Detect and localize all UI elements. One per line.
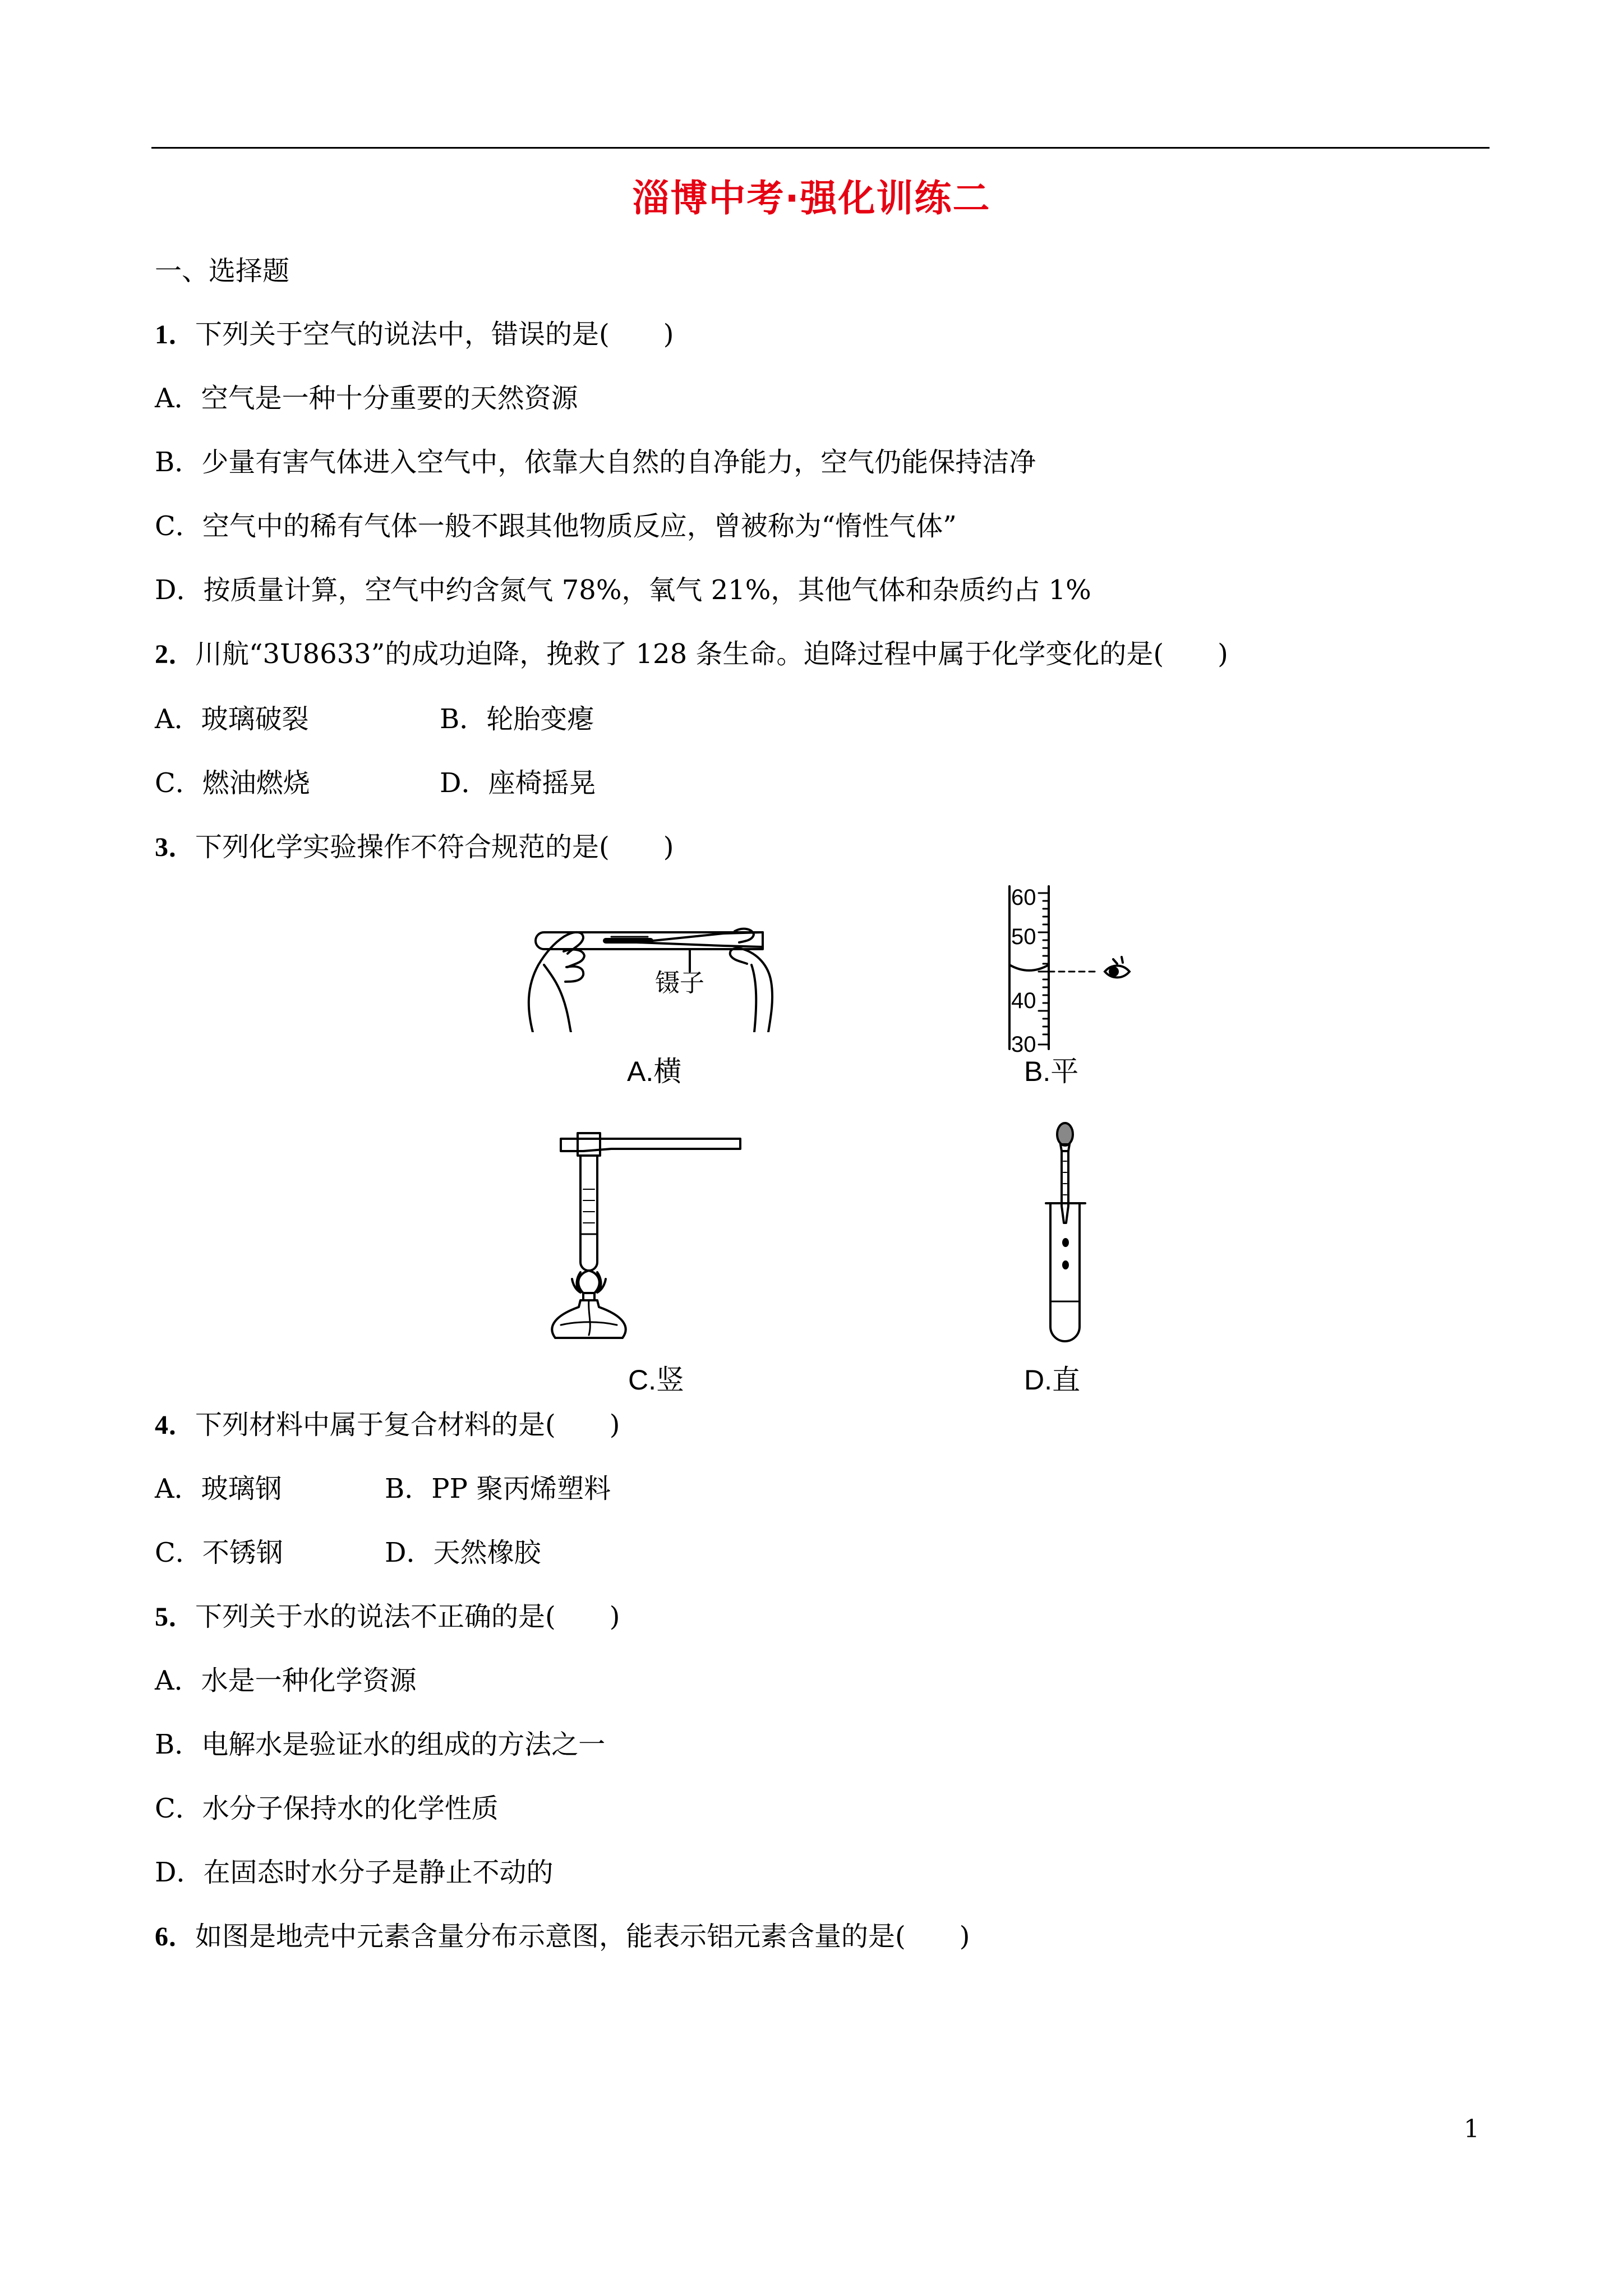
figure-b-caption: B.平 [1024,1056,1079,1087]
option-1d: D．按质量计算，空气中约含氮气 78%，氧气 21%，其他气体和杂质约占 1% [155,574,1091,606]
question-stem: 下列材料中属于复合材料的是( ) [195,1409,620,1441]
option-4b: B．PP 聚丙烯塑料 [385,1473,611,1504]
option-1a: A．空气是一种十分重要的天然资源 [155,383,578,414]
question-stem: 川航“3U8633”的成功迫降，挽救了 128 条生命。迫降过程中属于化学变化的是( ) [195,638,1228,670]
tick-label-40: 40 [1011,988,1036,1013]
question-number: 2． [155,639,196,669]
tick-label-60: 60 [1011,885,1036,910]
question-stem: 如图是地壳中元素含量分布示意图，能表示铝元素含量的是( ) [195,1921,970,1952]
question-6 [155,1921,970,1953]
option-5d: D．在固态时水分子是静止不动的 [155,1857,554,1888]
tick-label-50: 50 [1011,924,1036,949]
question-number: 3． [155,832,196,862]
question-5 [155,1601,620,1634]
option-5b: B．电解水是验证水的组成的方法之一 [155,1729,606,1760]
section-heading: 一、选择题 [155,255,290,287]
question-1 [155,319,674,351]
question-3 [155,831,674,864]
question-stem: 下列关于水的说法不正确的是( ) [195,1601,620,1632]
option-5c: C．水分子保持水的化学性质 [155,1793,499,1824]
option-2a: A．玻璃破裂 [155,703,309,735]
question-stem: 下列关于空气的说法中，错误的是( ) [195,319,674,350]
question-number: 4． [155,1410,196,1440]
option-2b: B．轮胎变瘪 [440,703,594,735]
header-rule [151,147,1490,149]
question-number: 1． [155,320,196,349]
question-4 [155,1409,620,1442]
question-number: 6． [155,1922,196,1952]
figure-c-vertical-heating [538,1122,751,1346]
question-number: 5． [155,1602,196,1632]
tick-label-30: 30 [1011,1032,1036,1057]
option-4a: A．玻璃钢 [155,1473,282,1504]
tweezers-label: 镊子 [655,969,704,997]
option-2c: C．燃油燃烧 [155,767,310,799]
option-1b: B．少量有害气体进入空气中，依靠大自然的自净能力，空气仍能保持洁净 [155,447,1036,478]
option-2d: D．座椅摇晃 [440,767,596,799]
figure-c-caption: C.竖 [628,1364,684,1396]
option-5a: A．水是一种化学资源 [155,1665,417,1696]
option-1c: C．空气中的稀有气体一般不跟其他物质反应，曾被称为“惰性气体” [155,510,957,542]
figure-d-caption: D.直 [1024,1364,1080,1396]
option-4c: C．不锈钢 [155,1537,283,1568]
option-4d: D．天然橡胶 [385,1537,541,1568]
figure-a-caption: A.横 [627,1056,682,1087]
page-number: 1 [1464,2115,1479,2143]
question-stem: 下列化学实验操作不符合规范的是( ) [195,831,674,863]
figure-d-dropper-in-tube [1035,1122,1096,1346]
page-title: 淄博中考·强化训练二 [632,177,991,220]
question-2 [155,638,1228,671]
